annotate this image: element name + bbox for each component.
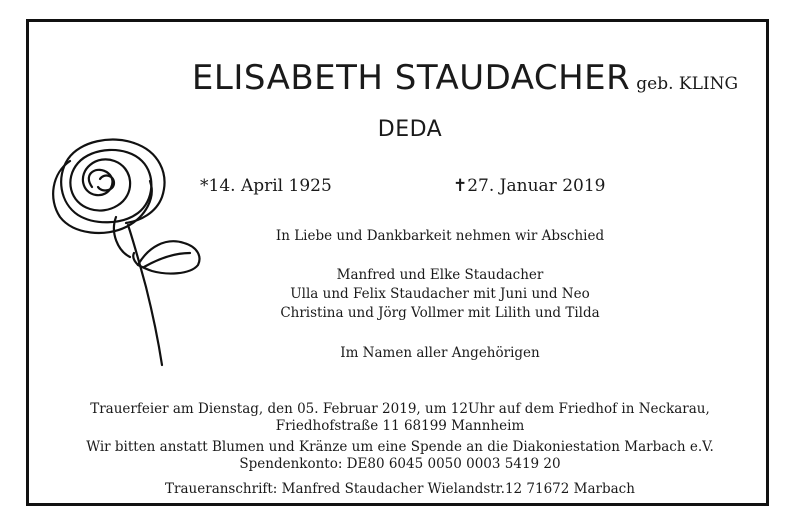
donation-line: Spendenkonto: DE80 6045 0050 0003 5419 20 <box>239 456 561 472</box>
ceremony-line: Trauerfeier am Dienstag, den 05. Februar 2019, um 12Uhr auf dem Friedhof in Neckarau, <box>90 401 710 417</box>
death-date: ✝27. Januar 2019 <box>453 176 606 196</box>
relatives-text: Im Namen aller Angehörigen <box>340 345 540 361</box>
ceremony-info <box>36 401 764 435</box>
nickname: DEDA <box>377 117 443 142</box>
family-member-line: Manfred und Elke Staudacher <box>336 267 544 283</box>
deceased-name: ELISABETH STAUDACHER <box>191 58 631 98</box>
farewell-text: In Liebe und Dankbarkeit nehmen wir Abschied <box>275 228 605 244</box>
family-list <box>165 266 715 323</box>
rose-line-drawing-icon <box>30 125 210 375</box>
mourning-address: Traueranschrift: Manfred Staudacher Wielandstr.12 71672 Marbach <box>165 481 635 497</box>
donation-info <box>36 439 764 473</box>
family-member-line: Ulla und Felix Staudacher mit Juni und Neo <box>290 286 590 302</box>
deceased-name-line <box>0 58 800 98</box>
family-member-line: Christina und Jörg Vollmer mit Lilith und Tilda <box>280 305 600 321</box>
donation-line: Wir bitten anstatt Blumen und Kränze um eine Spende an die Diakoniestation Marbach e.V. <box>86 439 714 455</box>
ceremony-line: Friedhofstraße 11 68199 Mannheim <box>275 418 525 434</box>
maiden-name: geb. KLING <box>636 74 739 94</box>
birth-date: *14. April 1925 <box>200 176 332 196</box>
